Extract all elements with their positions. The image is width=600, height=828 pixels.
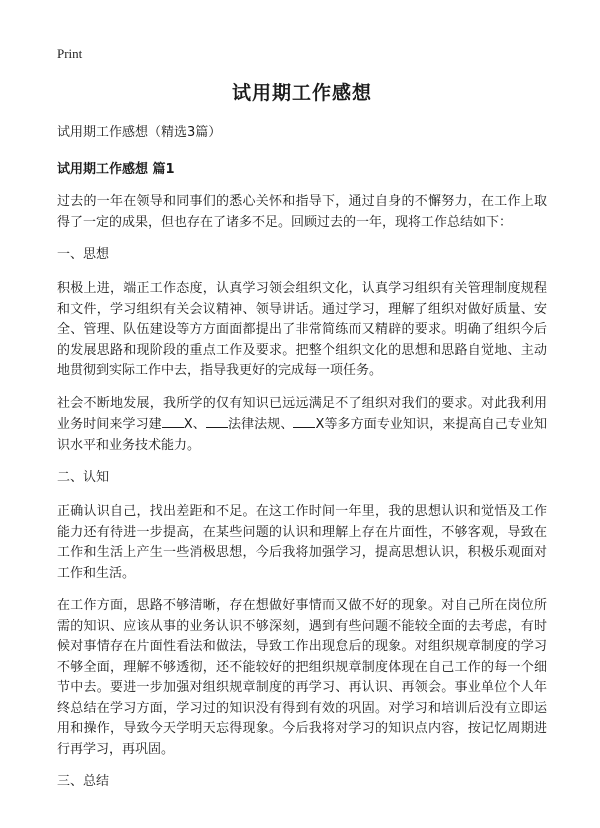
part2-paragraph-2: 在工作方面，思路不够清晰，存在想做好事情而又做不好的现象。对自己所在岗位所需的知识、应该从事的业务认识不够深刻，遇到有些问题不能较全面的去考虑，有时候对事情存在片面性看法和做法，导致工作出现怠后的现象。对组织规章制度的学习不够全面，理解不够透彻，还不能较好的把组织规章制度体现在自己工作的每一个细节中去。要进一步加强对组织规章制度的再学习、再认识、再领会。事业单位个人年终总结在学习方面，学习过的知识没有得到有效的巩固。对学习和培训后没有立即运用和操作，导致今天学明天忘得现象。今后我将对学习的知识点内容，按记忆周期进行再学习，再巩固。 [57,598,547,757]
blank-underline [162,414,184,428]
document-page [57,78,547,806]
part1-paragraph-2-text-d: X等多方面专业知识，来提高自己专业知识水平和业务技术能力。 [57,417,547,453]
part1-heading: 一、思想 [57,247,110,262]
part1-paragraph-2-text-b: X、 [183,417,206,432]
document-title: 试用期工作感想 [231,82,372,104]
print-link[interactable]: Print [57,46,83,61]
part1-paragraph-2-text-c: 法律法规、 [227,417,294,432]
part2-heading: 二、认知 [57,470,110,485]
blank-underline [206,414,228,428]
blank-underline [293,414,315,428]
part1-paragraph-2 [57,394,547,457]
part1-paragraph-1: 积极上进，端正工作态度，认真学习领会组织文化，认真学习组织有关管理制度规程和文件，学习组织有关会议精神、领导讲话。通过学习，理解了组织对做好质量、安全、管理、队伍建设等方方面面都提出了非常简练而又精辟的要求。明确了组织今后的发展思路和现阶段的重点工作及要求。把整个组织文化的思想和思路自觉地、主动地贯彻到实际工作中去，指导我更好的完成每一项任务。 [57,281,547,378]
document-subtitle: 试用期工作感想（精选3篇） [57,125,222,140]
part3-heading: 三、总结 [57,774,110,789]
section-heading: 试用期工作感想 篇1 [57,162,175,177]
intro-paragraph: 过去的一年在领导和同事们的悉心关怀和指导下，通过自身的不懈努力，在工作上取得了一定的成果，但也存在了诸多不足。回顾过去的一年，现将工作总结如下： [57,194,547,230]
part1-paragraph-2-text-a: 社会不断地发展，我所学的仅有知识已远远满足不了组织对我们的要求。对此我利用业务时间来学习建 [57,395,547,432]
part2-paragraph-1: 正确认识自己，找出差距和不足。在这工作时间一年里，我的思想认识和觉悟及工作能力还有待进一步提高，在某些问题的认识和理解上存在片面性，不够客观，导致在工作和生活上产生一些消极思想，今后我将加强学习，提高思想认识，积极乐观面对工作和生活。 [57,504,547,581]
